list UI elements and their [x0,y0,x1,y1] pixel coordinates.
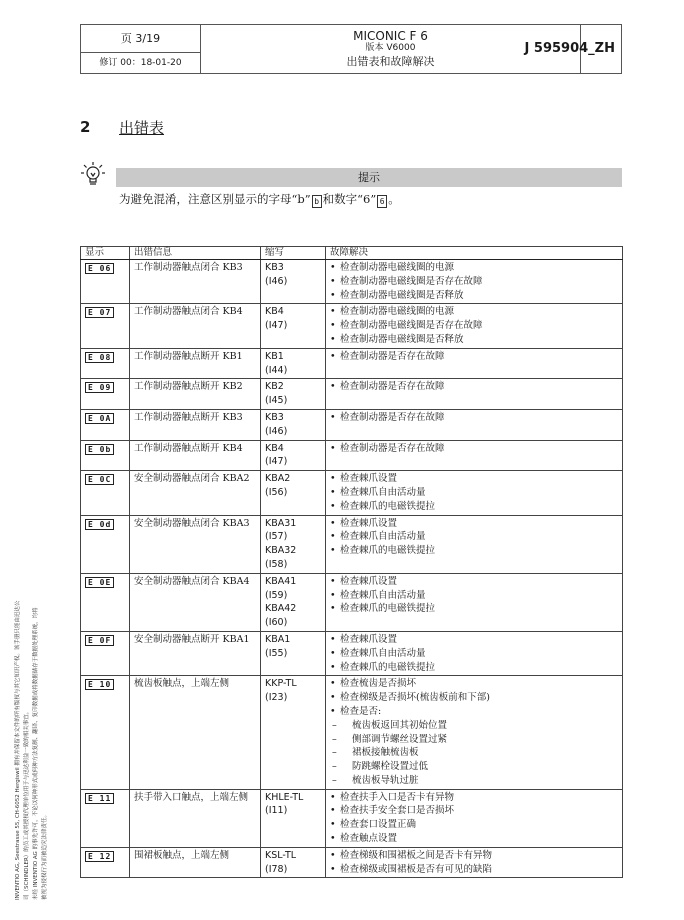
bullet-icon: • [330,381,336,393]
copyright-note [14,460,50,900]
list-item [330,719,622,733]
error-message: 安全制动器触点闭合 KBA2 [130,471,261,515]
bullet-icon: • [330,589,336,601]
list-item [330,575,622,589]
abbreviation: (I58) [265,558,288,570]
list-item [330,275,622,289]
list-item [330,602,622,616]
error-table [80,246,623,878]
abbreviation-cell [261,676,326,789]
copyright-line: INVENTIO AG, Seestrasse 55, CH-6052 Hergiswil 拥有并保留本文件的所有版权与其它知识产权。该手册只能由迅达公 [15,600,21,900]
list-item [330,380,622,394]
header-right-cell [524,25,621,73]
bullet-icon: • [330,661,336,673]
bullet-icon: • [330,545,336,557]
abbreviation: KB3 [265,262,284,273]
troubleshooting-step: 检查棘爪设置 [340,575,398,587]
table-row [81,440,623,471]
troubleshooting-list [330,380,622,394]
abbreviation-cell [261,440,326,471]
troubleshooting-step: 检查棘爪设置 [340,517,398,529]
bullet-icon: • [330,500,336,512]
abbreviation: KB1 [265,350,284,362]
troubleshooting-cell [326,409,623,440]
error-message: 工作制动器触点断开 KB2 [130,379,261,410]
table-row [81,515,623,573]
error-display-code: E 0F [85,635,114,646]
troubleshooting-step: 检查棘爪设置 [340,473,398,485]
list-item [330,350,622,364]
list-item [330,849,622,863]
table-row [81,676,623,789]
list-item [330,333,622,347]
display-cell [81,440,130,471]
bullet-icon: • [330,486,336,498]
table-row [81,260,623,304]
abbreviation: (I11) [265,805,288,817]
abbreviation: (I47) [265,456,288,468]
abbreviation: (I44) [265,364,288,376]
bullet-icon: • [330,350,336,362]
abbreviation: (I47) [265,320,288,332]
list-item [330,319,622,333]
error-message: 扶手带入口触点，上端左侧 [130,789,261,847]
revision-date: 修订 00：18-01-20 [99,58,182,68]
troubleshooting-cell [326,471,623,515]
list-item [330,517,622,531]
header-abbreviation: 缩写 [261,247,326,260]
dash-icon: – [332,747,337,759]
bullet-icon: • [330,692,336,704]
troubleshooting-step: 检查制动器是否存在故障 [340,350,445,362]
abbreviation-cell [261,348,326,379]
list-item [330,760,622,774]
abbreviation: KBA32 [265,545,297,557]
display-cell [81,471,130,515]
troubleshooting-list [330,849,622,877]
abbreviation: KKP-TL [265,678,297,690]
abbreviation: (I78) [265,863,288,875]
list-item [330,691,622,705]
dash-icon: – [332,719,337,731]
error-display-code: E 09 [85,382,114,393]
bullet-icon: • [330,603,336,615]
table-row [81,573,623,631]
troubleshooting-step: 检查制动器电磁线圈的电源 [340,306,455,318]
abbreviation: KHLE-TL [265,791,304,803]
abbreviation: (I45) [265,395,288,407]
error-display-code: E 0E [85,577,114,588]
troubleshooting-step: 检查制动器电磁线圈是否存在故障 [340,320,483,332]
list-item [330,500,622,514]
list-item [330,677,622,691]
abbreviation: KBA1 [265,633,291,645]
troubleshooting-cell [326,676,623,789]
dash-icon: – [332,774,337,786]
abbreviation: (I46) [265,275,288,287]
troubleshooting-step: 检查触点设置 [340,833,398,845]
error-display-code: E 07 [85,307,114,318]
bullet-icon: • [330,647,336,659]
troubleshooting-cell [326,515,623,573]
section-title: 出错表 [119,119,165,137]
error-message: 工作制动器触点断开 KB3 [130,409,261,440]
troubleshooting-cell [326,440,623,471]
abbreviation: KBA42 [265,603,297,615]
troubleshooting-step: 检查棘爪设置 [340,633,398,645]
bullet-icon: • [330,289,336,301]
abbreviation: KBA31 [265,517,297,529]
error-message: 梳齿板触点，上端左侧 [130,676,261,789]
error-display-code: E 0A [85,413,114,424]
table-row [81,409,623,440]
error-display-code: E 08 [85,352,114,363]
abbreviation-cell [261,631,326,675]
abbreviation-cell [261,573,326,631]
list-item [330,661,622,675]
list-item [330,289,622,303]
table-row [81,471,623,515]
abbreviation: KBA2 [265,473,291,485]
document-subtitle: 出错表和故障解决 [346,55,435,68]
bullet-icon: • [330,791,336,803]
troubleshooting-step: 检查梯级或围裙板是否有可见的缺陷 [340,863,493,875]
display-cell [81,631,130,675]
header-left-cell [81,25,201,73]
troubleshooting-step: 检查制动器电磁线圈是否存在故障 [340,275,483,287]
troubleshooting-step: 检查是否: [340,705,382,717]
display-cell [81,573,130,631]
hint-text [119,191,400,208]
hint-text-after: 。 [388,192,400,206]
list-item [330,774,622,788]
display-cell [81,847,130,878]
bullet-icon: • [330,320,336,332]
hint-text-before: 为避免混淆，注意区别显示的字母“b” [119,192,311,206]
section-number: 2 [80,118,91,136]
troubleshooting-cell [326,260,623,304]
abbreviation: KB4 [265,442,284,454]
abbreviation-cell [261,379,326,410]
list-item [330,832,622,846]
troubleshooting-list [330,261,622,302]
list-item [330,530,622,544]
list-item [330,733,622,747]
error-display-code: E 06 [85,263,114,274]
bullet-icon: • [330,833,336,845]
display-cell [81,515,130,573]
dash-icon: – [332,733,337,745]
troubleshooting-step: 检查制动器电磁线圈的电源 [340,262,455,273]
table-row [81,789,623,847]
error-message: 工作制动器触点闭合 KB4 [130,304,261,348]
troubleshooting-step: 检查扶手安全套口是否损坏 [340,805,455,817]
bullet-icon: • [330,705,336,717]
list-item [330,589,622,603]
display-cell [81,304,130,348]
list-item [330,818,622,832]
header-message: 出错信息 [130,247,261,260]
troubleshooting-step: 侧部调节螺丝设置过紧 [352,733,448,745]
error-message: 工作制动器触点闭合 KB3 [130,260,261,304]
troubleshooting-step: 防跳螺栓设置过低 [352,761,429,773]
abbreviation-cell [261,847,326,878]
troubleshooting-step: 检查棘爪的电磁铁提拉 [340,545,436,557]
bullet-icon: • [330,849,336,861]
troubleshooting-list [330,411,622,425]
error-message: 围裙板触点，上端左侧 [130,847,261,878]
display-cell [81,260,130,304]
troubleshooting-cell [326,789,623,847]
list-item [330,472,622,486]
troubleshooting-cell [326,304,623,348]
error-message: 安全制动器触点闭合 KBA4 [130,573,261,631]
bullet-icon: • [330,575,336,587]
glyph-6: 6 [377,195,387,208]
troubleshooting-step: 梳齿板返回其初始位置 [352,719,448,731]
display-cell [81,348,130,379]
table-row [81,304,623,348]
table-row [81,847,623,878]
abbreviation: (I23) [265,692,288,704]
table-row [81,379,623,410]
list-item [330,486,622,500]
abbreviation: (I57) [265,531,288,543]
bullet-icon: • [330,517,336,529]
list-item [330,746,622,760]
hint-banner: 提示 [116,168,622,187]
troubleshooting-cell [326,631,623,675]
list-item [330,791,622,805]
product-name: MICONIC F 6 [353,29,428,43]
troubleshooting-step: 检查棘爪的电磁铁提拉 [340,661,436,673]
document-header [80,24,622,74]
troubleshooting-step: 检查棘爪自由活动量 [340,647,426,659]
troubleshooting-cell [326,379,623,410]
abbreviation: KSL-TL [265,849,297,861]
abbreviation: KB3 [265,411,284,423]
list-item [330,411,622,425]
troubleshooting-step: 检查梯级是否损坏(梳齿板前和下部) [340,692,490,704]
error-display-code: E 0b [85,444,114,455]
troubleshooting-cell [326,348,623,379]
dash-icon: – [332,761,337,773]
troubleshooting-step: 检查梳齿是否损坏 [340,678,417,690]
header-troubleshooting: 故障解决 [326,247,623,260]
display-cell [81,789,130,847]
troubleshooting-list [330,472,622,513]
bullet-icon: • [330,863,336,875]
bullet-icon: • [330,633,336,645]
abbreviation-cell [261,409,326,440]
list-item [330,261,622,275]
error-message: 工作制动器触点断开 KB1 [130,348,261,379]
bullet-icon: • [330,306,336,318]
bullet-icon: • [330,473,336,485]
error-display-code: E 10 [85,679,114,690]
lightbulb-icon [80,161,106,187]
list-item [330,442,622,456]
troubleshooting-step: 检查棘爪的电磁铁提拉 [340,500,436,512]
list-item [330,863,622,877]
abbreviation: (I56) [265,486,288,498]
error-display-code: E 12 [85,851,114,862]
bullet-icon: • [330,678,336,690]
error-message: 安全制动器触点断开 KBA1 [130,631,261,675]
troubleshooting-step: 检查制动器电磁线圈是否释放 [340,289,464,301]
troubleshooting-list [330,305,622,346]
abbreviation-cell [261,471,326,515]
table-row [81,631,623,675]
bullet-icon: • [330,262,336,273]
abbreviation: KB4 [265,306,284,318]
list-item [330,633,622,647]
glyph-b: b [312,195,322,208]
display-cell [81,409,130,440]
table-header-row [81,247,623,260]
header-display: 显示 [81,247,130,260]
abbreviation: KBA41 [265,575,297,587]
error-display-code: E 0d [85,519,114,530]
list-item [330,305,622,319]
troubleshooting-cell [326,573,623,631]
abbreviation-cell [261,304,326,348]
bullet-icon: • [330,411,336,423]
table-row [81,348,623,379]
troubleshooting-cell [326,847,623,878]
copyright-line: 未经 INVENTIO AG 的事先许可，不论以何种形式或何种方法复制、翻译、复印数据或将数据储存于数据处理系统，均将 [33,607,39,900]
troubleshooting-step: 检查制动器是否存在故障 [340,442,445,454]
bullet-icon: • [330,333,336,345]
error-display-code: E 11 [85,793,114,804]
abbreviation-cell [261,515,326,573]
abbreviation-cell [261,789,326,847]
error-message: 工作制动器触点断开 KB4 [130,440,261,471]
list-item [330,705,622,719]
display-cell [81,676,130,789]
abbreviation-cell [261,260,326,304]
troubleshooting-step: 检查棘爪自由活动量 [340,531,426,543]
troubleshooting-step: 裙板接触梳齿板 [352,747,419,759]
troubleshooting-step: 检查制动器电磁线圈是否释放 [340,333,464,345]
copyright-line: 被视为侵权行为而被追究法律责任。 [42,811,48,900]
document-id: J 595904_ZH [524,41,615,56]
list-item [330,804,622,818]
abbreviation: (I46) [265,425,288,437]
bullet-icon: • [330,531,336,543]
page-number: 页 3/19 [81,25,200,53]
version-label: 版本 V6000 [365,43,416,53]
error-display-code: E 0C [85,474,114,485]
abbreviation: KB2 [265,381,284,393]
troubleshooting-list [330,633,622,674]
troubleshooting-list [330,350,622,364]
bullet-icon: • [330,805,336,817]
copyright-line: 司（SCHINDLER）的员工或其授权代理单位用于与迅达利益一致的相关事宜。 [24,708,30,900]
troubleshooting-step: 检查棘爪自由活动量 [340,589,426,601]
troubleshooting-step: 检查制动器是否存在故障 [340,381,445,393]
troubleshooting-step: 梳齿板导轨过脏 [352,774,419,786]
troubleshooting-list [330,575,622,616]
display-cell [81,379,130,410]
abbreviation: (I60) [265,617,288,629]
table-body [81,260,623,878]
bullet-icon: • [330,819,336,831]
troubleshooting-step: 检查棘爪的电磁铁提拉 [340,603,436,615]
hint-text-middle: 和数字“6” [322,192,377,206]
list-item [330,544,622,558]
troubleshooting-list [330,791,622,846]
abbreviation: (I55) [265,647,288,659]
abbreviation: (I59) [265,589,288,601]
troubleshooting-list [330,677,622,787]
troubleshooting-step: 检查制动器是否存在故障 [340,411,445,423]
troubleshooting-list [330,517,622,558]
troubleshooting-list [330,442,622,456]
bullet-icon: • [330,442,336,454]
troubleshooting-step: 检查套口设置正确 [340,819,417,831]
error-message: 安全制动器触点闭合 KBA3 [130,515,261,573]
troubleshooting-step: 检查棘爪自由活动量 [340,486,426,498]
troubleshooting-step: 检查梯级和围裙板之间是否卡有异物 [340,849,493,861]
troubleshooting-step: 检查扶手入口是否卡有异物 [340,791,455,803]
list-item [330,647,622,661]
bullet-icon: • [330,275,336,287]
